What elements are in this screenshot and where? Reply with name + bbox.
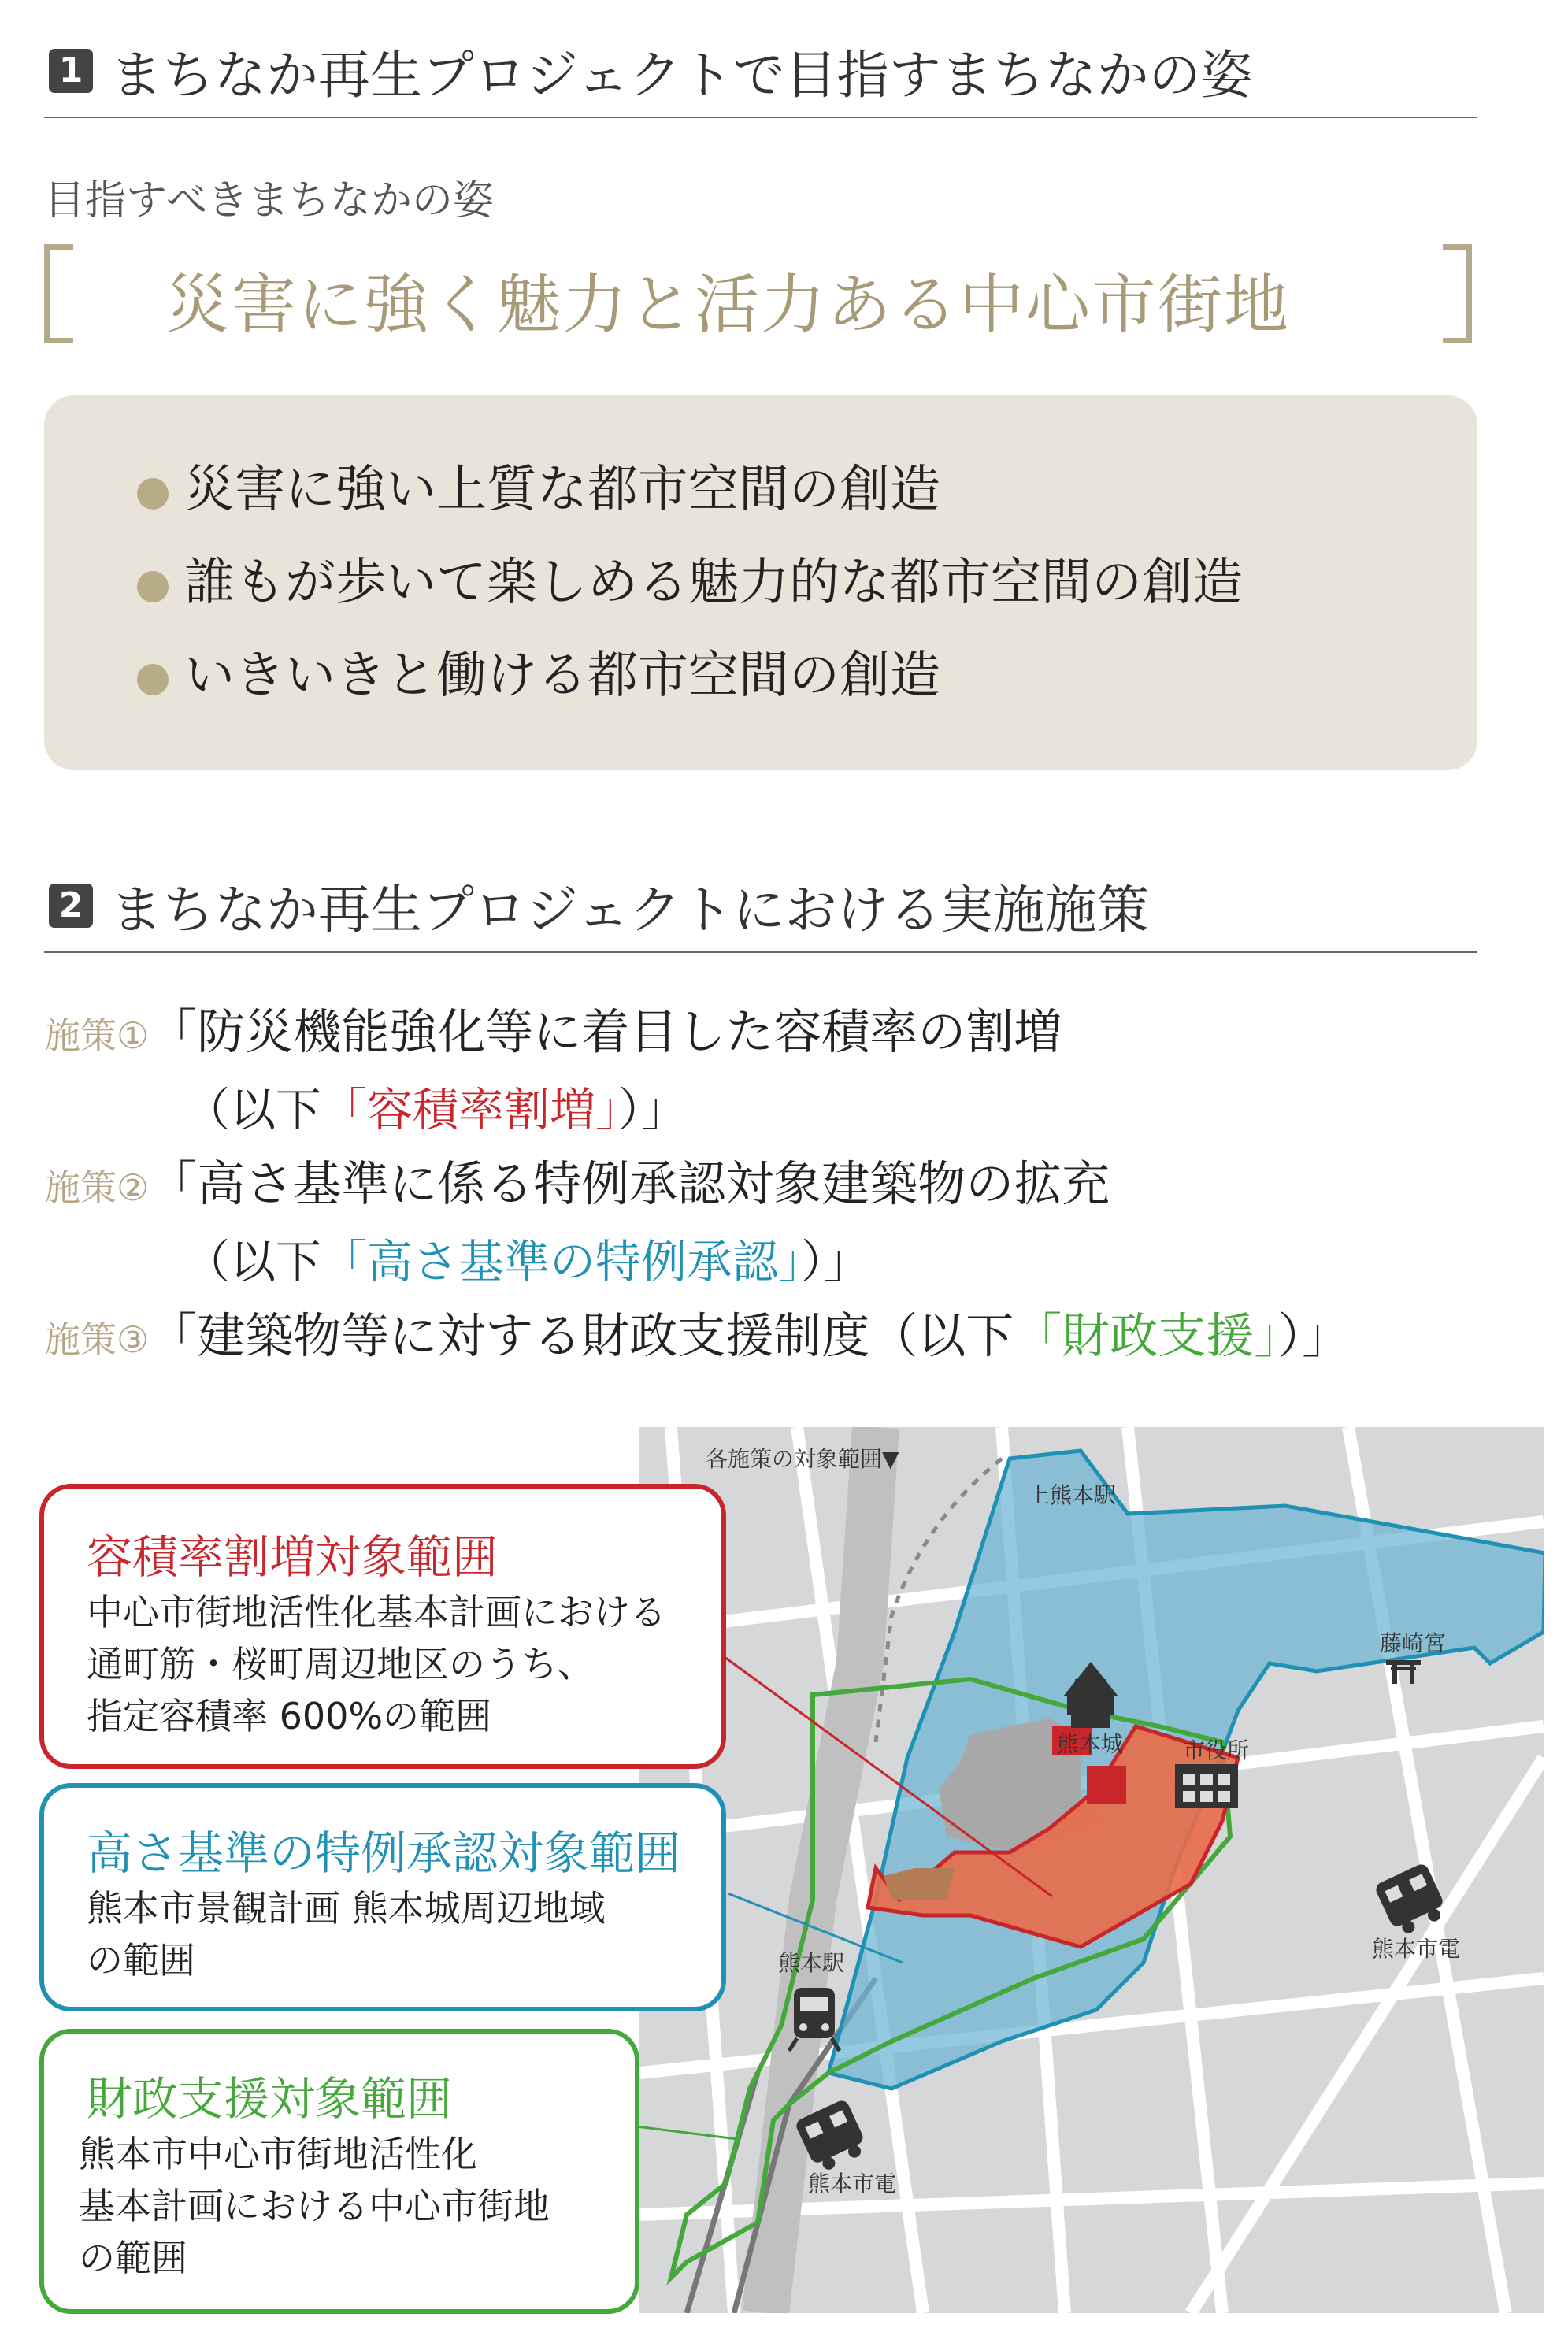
callout-line: 通町筋・桜町周辺地区のうち、: [87, 1643, 594, 1685]
sub-suffix: ）」: [618, 1083, 688, 1136]
measure-text: 「防災機能強化等に着目した容積率の割増: [149, 1004, 1062, 1060]
label-shiden1: 熊本市電: [1372, 1936, 1461, 1962]
callout-body: [87, 1882, 606, 1986]
measure-label: 施策①: [44, 1014, 150, 1057]
callout-far-bonus: [39, 1484, 726, 1769]
label-shiden2: 熊本市電: [808, 2171, 897, 2197]
map-caption: 各施策の対象範囲▼: [706, 1446, 899, 1472]
sub-prefix: （以下: [184, 1083, 322, 1136]
measure-label: 施策②: [44, 1166, 150, 1209]
sub-prefix: （以下: [184, 1235, 322, 1288]
measure-label: 施策③: [44, 1318, 150, 1361]
callout-line: 中心市街地活性化基本計画における: [87, 1591, 666, 1633]
label-cityhall: 市役所: [1183, 1737, 1250, 1763]
callout-body: [79, 2128, 550, 2284]
callout-line: 熊本市景観計画 熊本城周辺地域: [87, 1887, 606, 1930]
highlight-financial: 「財政支援」: [1014, 1308, 1278, 1364]
leader-line-height: [728, 1893, 903, 1963]
callout-line: 指定容積率 600%の範囲: [87, 1695, 492, 1737]
callout-line: の範囲: [79, 2237, 187, 2279]
callout-title: 容積率割増対象範囲: [87, 1530, 499, 1584]
section1-title: まちなか再生プロジェクトで目指すまちなかの姿: [110, 45, 1253, 106]
label-kamikumamoto: 上熊本駅: [1028, 1482, 1117, 1508]
goal-item-text: 災害に強い上質な都市空間の創造: [184, 461, 940, 519]
section2-title: まちなか再生プロジェクトにおける実施施策: [110, 880, 1149, 940]
highlight-far: 「容積率割増」: [321, 1083, 619, 1136]
leader-line-far: [725, 1657, 1052, 1896]
callout-height-special: [39, 1783, 726, 2011]
section2-number: 2: [49, 884, 93, 928]
highlight-height: 「高さ基準の特例承認」: [321, 1235, 802, 1288]
sub-suffix: ）」: [801, 1235, 870, 1288]
callout-title: 財政支援対象範囲: [87, 2072, 453, 2126]
measure-text: 「建築物等に対する財政支援制度（以下: [149, 1308, 1014, 1364]
goal-label: 目指すべきまちなかの姿: [44, 177, 494, 224]
callout-line: の範囲: [87, 1939, 195, 1982]
callout-financial-support: [39, 2029, 639, 2314]
label-station: 熊本駅: [778, 1950, 845, 1976]
goal-main-heading: 災害に強く魅力と活力ある中心市街地: [165, 268, 1291, 343]
callout-line: 基本計画における中心市街地: [79, 2185, 550, 2227]
measure-text: 「高さ基準に係る特例承認対象建築物の拡充: [149, 1156, 1110, 1212]
goal-item-text: 誰もが歩いて楽しめる魅力的な都市空間の創造: [184, 554, 1243, 612]
section1-number: 1: [49, 49, 93, 93]
goal-item-text: いきいきと働ける都市空間の創造: [184, 647, 940, 705]
label-castle: 熊本城: [1057, 1731, 1124, 1757]
label-fujisakigu: 藤崎宮: [1380, 1630, 1447, 1656]
leader-line-financial: [636, 2126, 737, 2139]
callout-line: 熊本市中心市街地活性化: [79, 2133, 477, 2175]
callout-body: [87, 1586, 666, 1742]
measure-suffix: ）」: [1277, 1308, 1351, 1364]
callout-title: 高さ基準の特例承認対象範囲: [87, 1826, 681, 1880]
